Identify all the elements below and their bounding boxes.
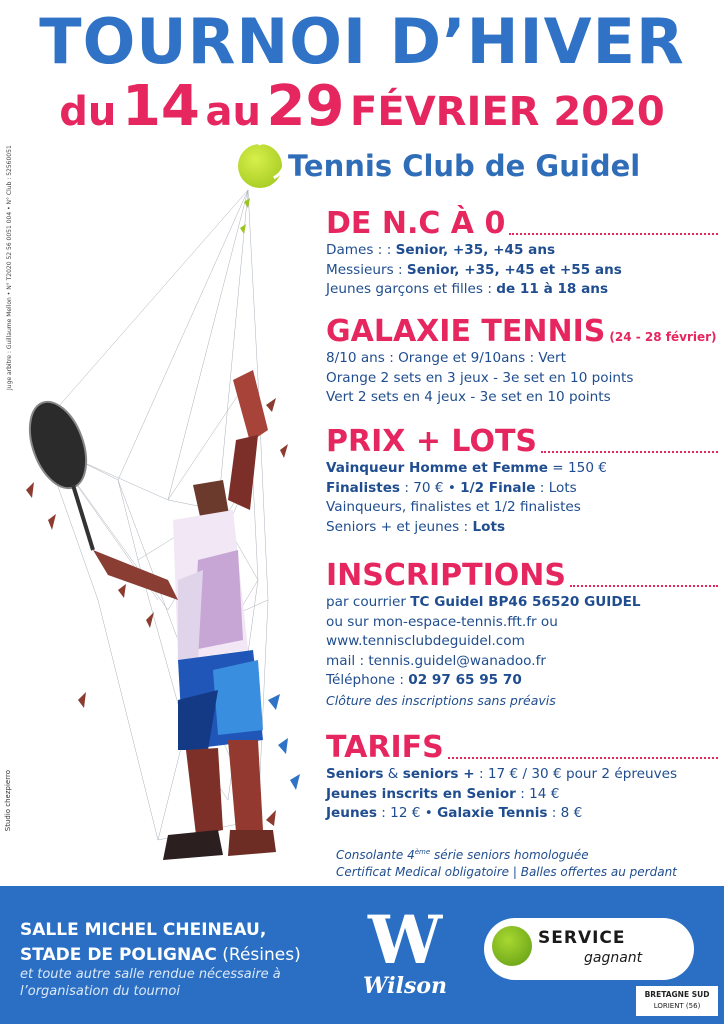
nc-jeunes bbox=[326, 280, 718, 300]
section-inscriptions-title bbox=[326, 558, 718, 593]
insc-phone-number: 02 97 65 95 70 bbox=[408, 672, 522, 688]
tennis-ball-icon bbox=[492, 926, 532, 966]
section-tarifs-title bbox=[326, 730, 718, 765]
notes bbox=[336, 844, 716, 881]
prix-demi-value: : Lots bbox=[535, 479, 577, 496]
prix-seniors: Seniors + et jeunes : bbox=[326, 518, 473, 535]
badge-line-2: LORIENT (56) bbox=[653, 1002, 701, 1010]
dotted-divider bbox=[448, 756, 718, 759]
prix-seniors-value: Lots bbox=[472, 518, 506, 535]
tarifs-line-1 bbox=[326, 765, 718, 785]
nc-dames-label: Dames : : bbox=[326, 242, 396, 258]
section-prix-title bbox=[326, 424, 718, 459]
nc-jeunes-value: de 11 à 18 ans bbox=[496, 281, 609, 297]
insc-online: ou sur mon-espace-tennis.fft.fr ou bbox=[326, 613, 558, 630]
prix-line-2 bbox=[326, 479, 718, 499]
venue-note-2: l’organisation du tournoi bbox=[20, 984, 180, 999]
insc-courrier-label: par courrier bbox=[326, 594, 411, 610]
venue-line-2 bbox=[20, 943, 301, 968]
dates-day1: 14 bbox=[121, 74, 200, 139]
section-galaxie bbox=[326, 314, 718, 408]
tarifs-seniors: Seniors bbox=[326, 766, 384, 782]
section-inscriptions-title-text: INSCRIPTIONS bbox=[326, 558, 566, 593]
prix-line-4 bbox=[326, 518, 718, 538]
service-gagnant-logo bbox=[484, 918, 694, 980]
section-nc-title-text: DE N.C À 0 bbox=[326, 206, 506, 241]
note-consolante bbox=[336, 844, 716, 864]
section-galaxie-title-text: GALAXIE TENNIS bbox=[326, 314, 606, 349]
prix-demi: 1/2 Finale bbox=[460, 479, 536, 496]
wilson-logo bbox=[350, 901, 460, 1005]
dates-month-year: FÉVRIER 2020 bbox=[350, 89, 665, 135]
insc-phone-label: Téléphone : bbox=[326, 672, 409, 688]
section-galaxie-title bbox=[326, 314, 718, 349]
tarifs-line-2 bbox=[326, 785, 718, 805]
prix-vainqueur-value: = 150 € bbox=[547, 460, 607, 476]
insc-mail: mail : tennis.guidel@wanadoo.fr bbox=[326, 652, 546, 669]
venue-stade: STADE DE POLIGNAC bbox=[20, 945, 217, 965]
studio-credit: Studio chezpierro bbox=[4, 770, 12, 832]
service-subtitle: gagnant bbox=[584, 950, 643, 966]
venue-resines: (Résines) bbox=[216, 945, 301, 965]
tennis-player-illustration bbox=[18, 180, 318, 880]
venue-note-1: et toute autre salle rendue nécessaire à bbox=[20, 967, 281, 982]
note-consolante-a: Consolante 4 bbox=[336, 848, 415, 862]
location-badge bbox=[636, 986, 718, 1016]
tarifs-seniors-value: : 17 € / 30 € pour 2 épreuves bbox=[474, 766, 678, 782]
insc-address: TC Guidel BP46 56520 GUIDEL bbox=[410, 594, 641, 610]
wilson-w-icon: W bbox=[367, 901, 443, 979]
tarifs-galaxie-value: : 8 € bbox=[547, 805, 583, 821]
section-tarifs-title-text: TARIFS bbox=[326, 730, 444, 765]
tarifs-seniors-plus: seniors + bbox=[402, 766, 475, 782]
nc-messieurs-label: Messieurs : bbox=[326, 261, 407, 278]
galaxie-line-1: 8/10 ans : Orange et 9/10ans : Vert bbox=[326, 350, 566, 366]
prix-vainqueur: Vainqueur Homme et Femme bbox=[326, 460, 548, 476]
page-title: TOURNOI D’HIVER bbox=[39, 5, 685, 78]
tarifs-jeunes-senior-value: : 14 € bbox=[515, 785, 560, 802]
dates-day2: 29 bbox=[266, 74, 345, 139]
prix-line-3: Vainqueurs, finalistes et 1/2 finalistes bbox=[326, 499, 581, 515]
prix-finalistes-value: : 70 € • bbox=[400, 479, 461, 496]
dotted-divider bbox=[570, 584, 718, 587]
note-consolante-sup: ème bbox=[414, 848, 431, 856]
nc-jeunes-label: Jeunes garçons et filles : bbox=[326, 281, 497, 297]
club-name: Tennis Club de Guidel bbox=[288, 149, 641, 183]
section-nc-title bbox=[326, 206, 718, 241]
venue bbox=[20, 918, 301, 968]
insc-courrier bbox=[326, 593, 718, 613]
tarifs-jeunes-senior: Jeunes inscrits en Senior bbox=[326, 785, 516, 802]
section-tarifs bbox=[326, 730, 718, 824]
referee-info: Juge arbitre : Guillaume Mellon • N° T2020 52 56 0051 004 • N° Club : 52560051 bbox=[6, 145, 13, 390]
tarifs-and: & bbox=[383, 766, 403, 782]
insc-website: www.tennisclubdeguidel.com bbox=[326, 633, 525, 649]
nc-messieurs bbox=[326, 261, 718, 281]
wilson-wordmark: Wilson bbox=[362, 973, 448, 999]
dates-du: du bbox=[59, 89, 117, 135]
galaxie-line-2: Orange 2 sets en 3 jeux - 3e set en 10 points bbox=[326, 369, 634, 386]
dotted-divider bbox=[509, 232, 718, 235]
note-certificat: Certificat Medical obligatoire | Balles offertes au perdant bbox=[336, 865, 677, 879]
badge-line-1: BRETAGNE SUD bbox=[644, 990, 710, 999]
section-prix-title-text: PRIX + LOTS bbox=[326, 424, 538, 459]
nc-dames-value: Senior, +35, +45 ans bbox=[395, 242, 556, 258]
tarifs-jeunes-value: : 12 € • bbox=[376, 805, 438, 821]
tarifs-jeunes: Jeunes bbox=[326, 805, 377, 821]
nc-messieurs-value: Senior, +35, +45 et +55 ans bbox=[406, 261, 622, 278]
prix-finalistes: Finalistes bbox=[326, 479, 401, 496]
section-prix bbox=[326, 424, 718, 537]
dotted-divider bbox=[541, 450, 718, 453]
service-title: SERVICE bbox=[538, 928, 626, 948]
dates-au: au bbox=[205, 89, 261, 135]
insc-phone bbox=[326, 671, 718, 691]
section-inscriptions bbox=[326, 558, 718, 710]
prix-line-1 bbox=[326, 459, 718, 479]
section-nc bbox=[326, 206, 718, 300]
insc-cloture: Clôture des inscriptions sans préavis bbox=[326, 692, 556, 708]
section-galaxie-subtitle: (24 - 28 février) bbox=[609, 330, 717, 344]
galaxie-line-3: Vert 2 sets en 4 jeux - 3e set en 10 points bbox=[326, 389, 611, 405]
nc-dames bbox=[326, 241, 718, 261]
tarifs-line-3 bbox=[326, 804, 718, 824]
venue-note bbox=[20, 966, 281, 1000]
note-consolante-b: série seniors homologuée bbox=[430, 848, 589, 862]
venue-line-1: SALLE MICHEL CHEINEAU, bbox=[20, 920, 267, 940]
tarifs-galaxie: Galaxie Tennis bbox=[437, 805, 548, 821]
